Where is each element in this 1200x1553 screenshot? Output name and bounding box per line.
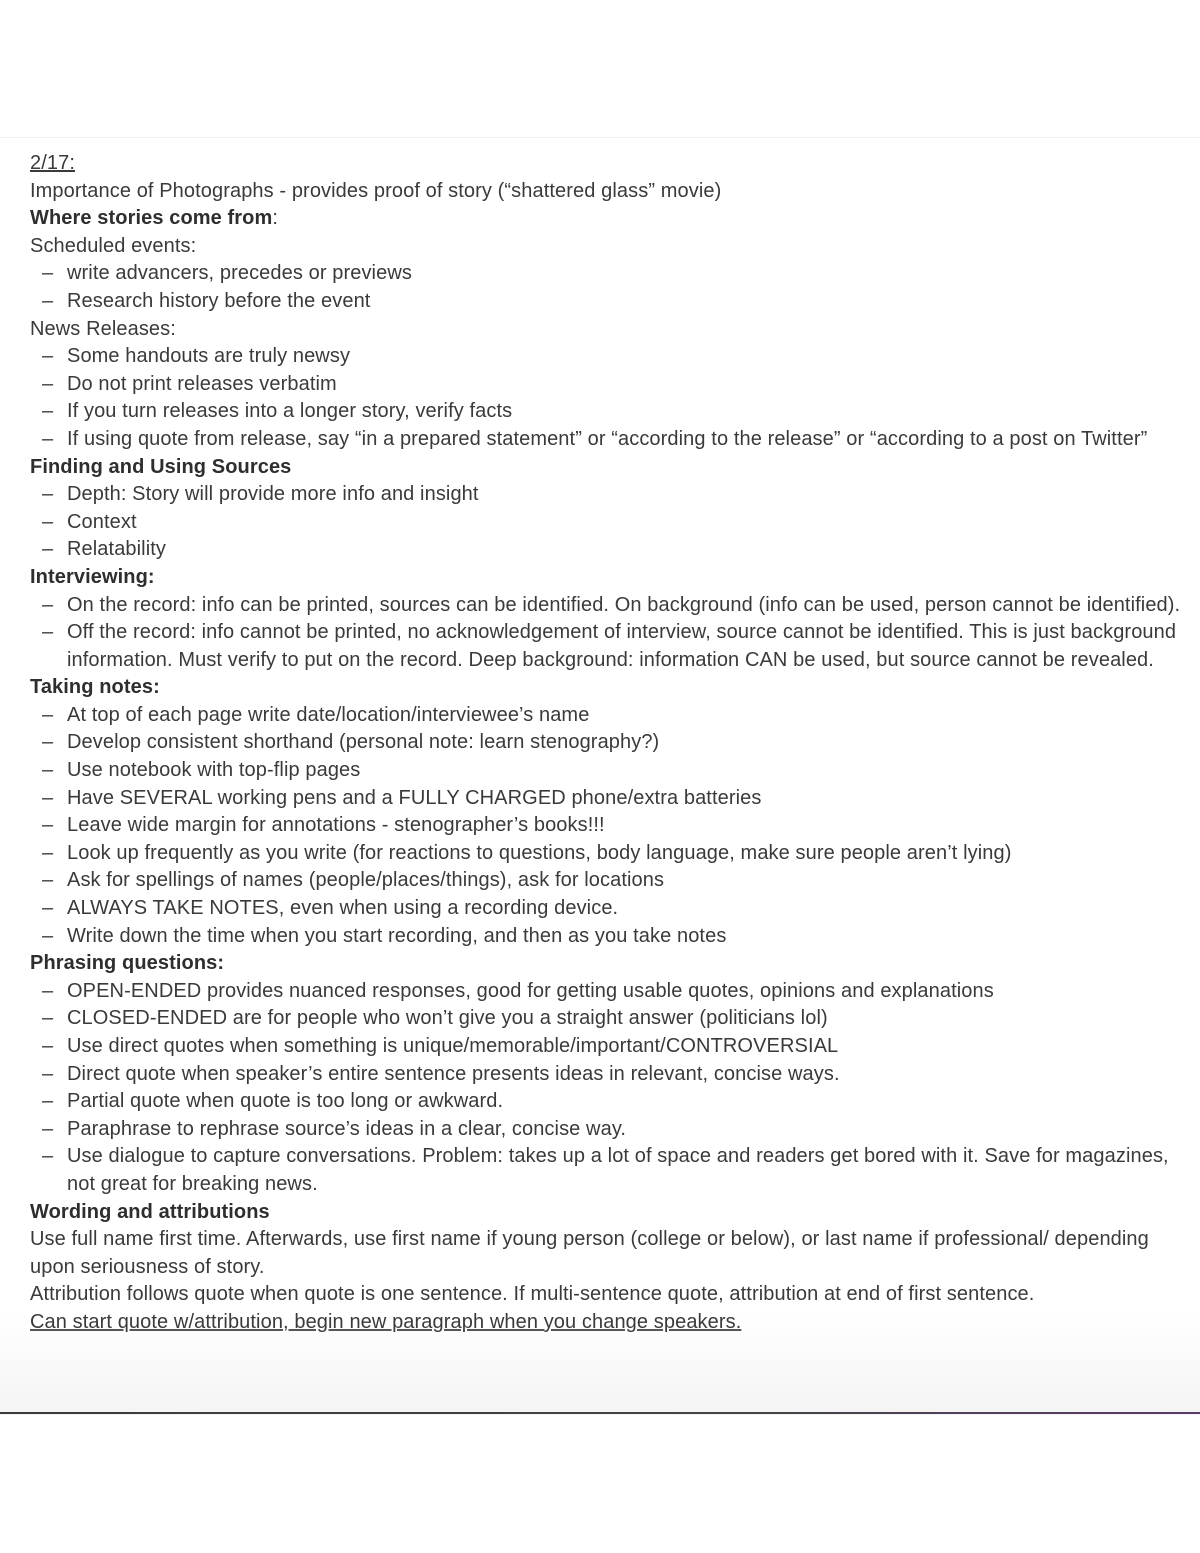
list-item: – Paraphrase to rephrase source’s ideas in a clear, concise way. [30, 1116, 1196, 1144]
list-item: – If using quote from release, say “in a prepared statement” or “according to the release” or “according to a post on Twitter” [30, 426, 1196, 454]
list-item: – Relatability [30, 536, 1196, 564]
list-item: – Write down the time when you start recording, and then as you take notes [30, 923, 1196, 951]
sources-list [30, 481, 1196, 564]
list-item: – Develop consistent shorthand (personal note: learn stenography?) [30, 729, 1196, 757]
wording-heading: Wording and attributions [30, 1200, 270, 1223]
list-item: – OPEN-ENDED provides nuanced responses, good for getting usable quotes, opinions and explanations [30, 978, 1196, 1006]
list-item: – ALWAYS TAKE NOTES, even when using a recording device. [30, 895, 1196, 923]
list-item: – Do not print releases verbatim [30, 371, 1196, 399]
where-colon: : [272, 207, 279, 230]
page-bottom-edge [0, 1412, 1200, 1414]
interviewing-heading: Interviewing: [30, 565, 155, 588]
list-item: – On the record: info can be printed, sources can be identified. On background (info can be used, person cannot be identified). [30, 592, 1196, 620]
where-heading-line [30, 205, 1196, 233]
list-item: – Research history before the event [30, 288, 1196, 316]
list-item: – Partial quote when quote is too long or awkward. [30, 1088, 1196, 1116]
wording-paragraph-1: Use full name first time. Afterwards, use first name if young person (college or below), or last name if professional/ depending upon seriousness of story. [30, 1228, 1149, 1278]
list-item: – CLOSED-ENDED are for people who won’t give you a straight answer (politicians lol) [30, 1005, 1196, 1033]
where-heading: Where stories come from [30, 207, 273, 230]
list-item: – Direct quote when speaker’s entire sentence presents ideas in relevant, concise ways. [30, 1061, 1196, 1089]
note-content[interactable] [30, 150, 1196, 1337]
list-item: – Have SEVERAL working pens and a FULLY CHARGED phone/extra batteries [30, 785, 1196, 813]
top-margin [0, 0, 1200, 137]
phrasing-list [30, 978, 1196, 1199]
scheduled-label: Scheduled events: [30, 234, 197, 257]
interviewing-list [30, 592, 1196, 675]
list-item: – Some handouts are truly newsy [30, 343, 1196, 371]
list-item: – If you turn releases into a longer story, verify facts [30, 398, 1196, 426]
intro-line: Importance of Photographs - provides proof of story (“shattered glass” movie) [30, 179, 722, 202]
list-item: – Use dialogue to capture conversations. Problem: takes up a lot of space and readers get bored with it. Save for magazines, not great for breaking news. [30, 1143, 1196, 1198]
notes-heading: Taking notes: [30, 676, 160, 699]
releases-label: News Releases: [30, 317, 176, 340]
list-item: – Off the record: info cannot be printed, no acknowledgement of interview, source cannot be identified. This is just background information. Must verify to put on the record. Deep background: information CAN be used, but source cannot be revealed. [30, 619, 1196, 674]
list-item: – Use notebook with top-flip pages [30, 757, 1196, 785]
phrasing-heading: Phrasing questions: [30, 952, 225, 975]
list-item: – Depth: Story will provide more info and insight [30, 481, 1196, 509]
notes-list [30, 702, 1196, 950]
wording-paragraph-2-line-1: Attribution follows quote when quote is one sentence. If multi-sentence quote, attribution at end of first sentence. [30, 1283, 1035, 1306]
list-item: – Context [30, 509, 1196, 537]
scheduled-list [30, 260, 1196, 315]
sources-heading: Finding and Using Sources [30, 455, 292, 478]
list-item: – Look up frequently as you write (for reactions to questions, body language, make sure people aren’t lying) [30, 840, 1196, 868]
wording-paragraph-2-line-2: Can start quote w/attribution, begin new paragraph when you change speakers. [30, 1310, 742, 1333]
list-item: – Ask for spellings of names (people/places/things), ask for locations [30, 867, 1196, 895]
note-date: 2/17: [30, 152, 75, 174]
list-item: – Use direct quotes when something is unique/memorable/important/CONTROVERSIAL [30, 1033, 1196, 1061]
releases-list [30, 343, 1196, 453]
list-item: – At top of each page write date/location/interviewee’s name [30, 702, 1196, 730]
list-item: – write advancers, precedes or previews [30, 260, 1196, 288]
list-item: – Leave wide margin for annotations - stenographer’s books!!! [30, 812, 1196, 840]
